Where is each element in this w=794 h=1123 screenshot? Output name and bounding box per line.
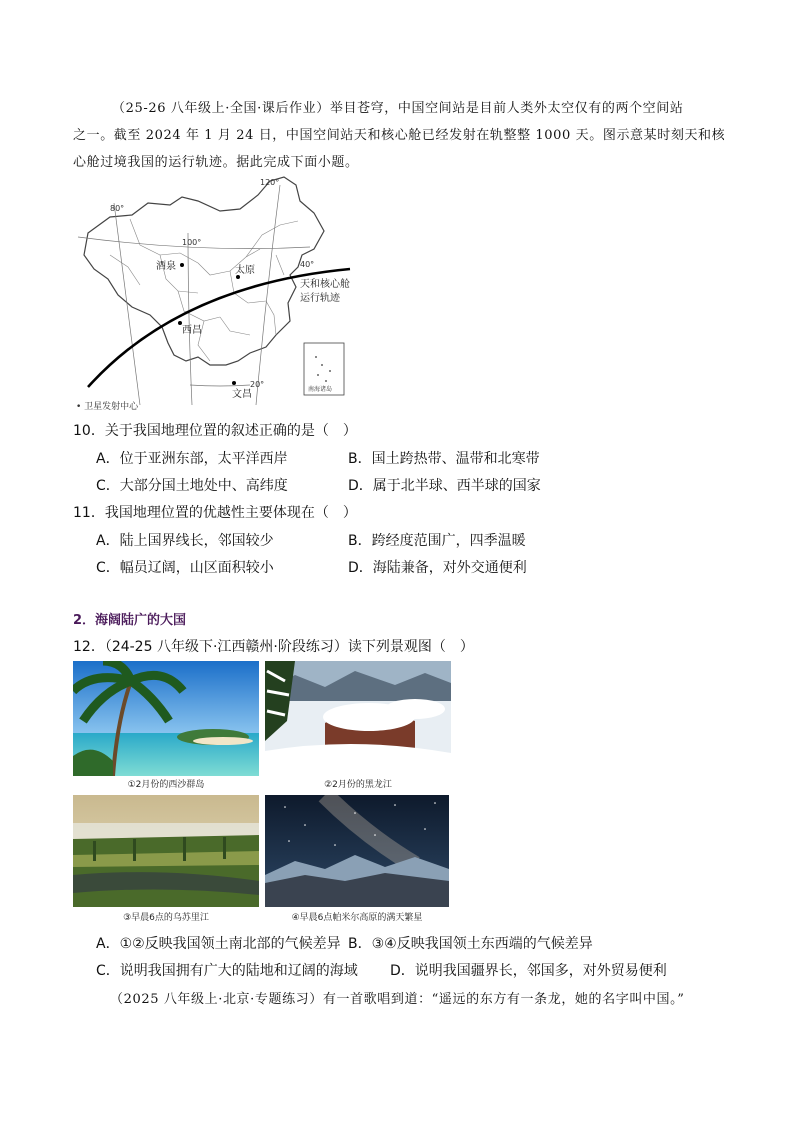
lat-40-label: 40°	[300, 260, 315, 269]
intro-line-2: 之一。截至 2024 年 1 月 24 日，中国空间站天和核心舱已经发射在轨整整 1000 天。图示意某时刻天和核	[73, 128, 726, 143]
q10-option-b[interactable]: B．国土跨热带、温带和北寒带	[348, 451, 540, 467]
q11-stem: 11．我国地理位置的优越性主要体现在（ ）	[73, 505, 357, 521]
q11-option-c[interactable]: C．幅员辽阔，山区面积较小	[96, 560, 274, 576]
q10-option-a[interactable]: A．位于亚洲东部，太平洋西岸	[96, 451, 288, 467]
intro-line-1: （25-26 八年级上·全国·课后作业）举目苍穹，中国空间站是目前人类外太空仅有的两个空间站	[112, 101, 684, 116]
q11-option-d[interactable]: D．海陆兼备，对外交通便利	[348, 560, 527, 576]
q11-option-b[interactable]: B．跨经度范围广，四季温暖	[348, 533, 526, 549]
city-wenchang-label: 文昌	[232, 389, 252, 400]
city-jiuquan-label: 酒泉	[156, 261, 176, 272]
caption-1: ①2月份的西沙群岛	[127, 780, 205, 790]
q11-option-a[interactable]: A．陆上国界线长，邻国较少	[96, 533, 274, 549]
caption-4: ④早晨6点帕米尔高原的满天繁星	[291, 913, 423, 923]
caption-3: ③早晨6点的乌苏里江	[123, 913, 209, 923]
photo-heilongjiang-snow	[265, 661, 451, 776]
photo-pamir-stars	[265, 795, 449, 907]
caption-2: ②2月份的黑龙江	[324, 780, 392, 790]
q12-option-a[interactable]: A．①②反映我国领土南北部的气候差异	[96, 936, 341, 952]
q10-stem: 10．关于我国地理位置的叙述正确的是（ ）	[73, 423, 357, 439]
orbit-label-line-2: 运行轨迹	[300, 293, 340, 304]
lon-80-label: 80°	[110, 204, 125, 213]
q12-option-d[interactable]: D．说明我国疆界长，邻国多，对外贸易便利	[390, 963, 667, 979]
city-xichang-label: 西昌	[182, 325, 202, 336]
inset-label: 南海诸岛	[308, 386, 333, 393]
intro-line-3: 心舱过境我国的运行轨迹。据此完成下面小题。	[73, 155, 359, 170]
map-legend: • 卫星发射中心	[76, 402, 139, 412]
orbit-label-line-1: 天和核心舱	[300, 279, 350, 290]
section-heading: 2．海阔陆广的大国	[73, 613, 187, 628]
q12-option-b[interactable]: B．③④反映我国领土东西端的气候差异	[348, 936, 593, 952]
photo-xisha-islands	[73, 661, 259, 776]
lat-20-label: 20°	[250, 380, 265, 389]
lon-120-label: 120°	[260, 178, 280, 187]
q12-stem: 12．（24-25 八年级下·江西赣州·阶段练习）读下列景观图（ ）	[73, 639, 474, 655]
lon-100-label: 100°	[182, 238, 202, 247]
china-orbit-map	[70, 175, 370, 415]
photo-wusuli-river	[73, 795, 259, 907]
next-intro-line: （2025 八年级上·北京·专题练习）有一首歌唱到道：“遥远的东方有一条龙，她的名字叫中国。”	[110, 992, 685, 1007]
q10-option-c[interactable]: C．大部分国土地处中、高纬度	[96, 478, 288, 494]
q12-option-c[interactable]: C．说明我国拥有广大的陆地和辽阔的海域	[96, 963, 358, 979]
q10-option-d[interactable]: D．属于北半球、西半球的国家	[348, 478, 541, 494]
city-taiyuan-label: 太原	[235, 265, 255, 276]
